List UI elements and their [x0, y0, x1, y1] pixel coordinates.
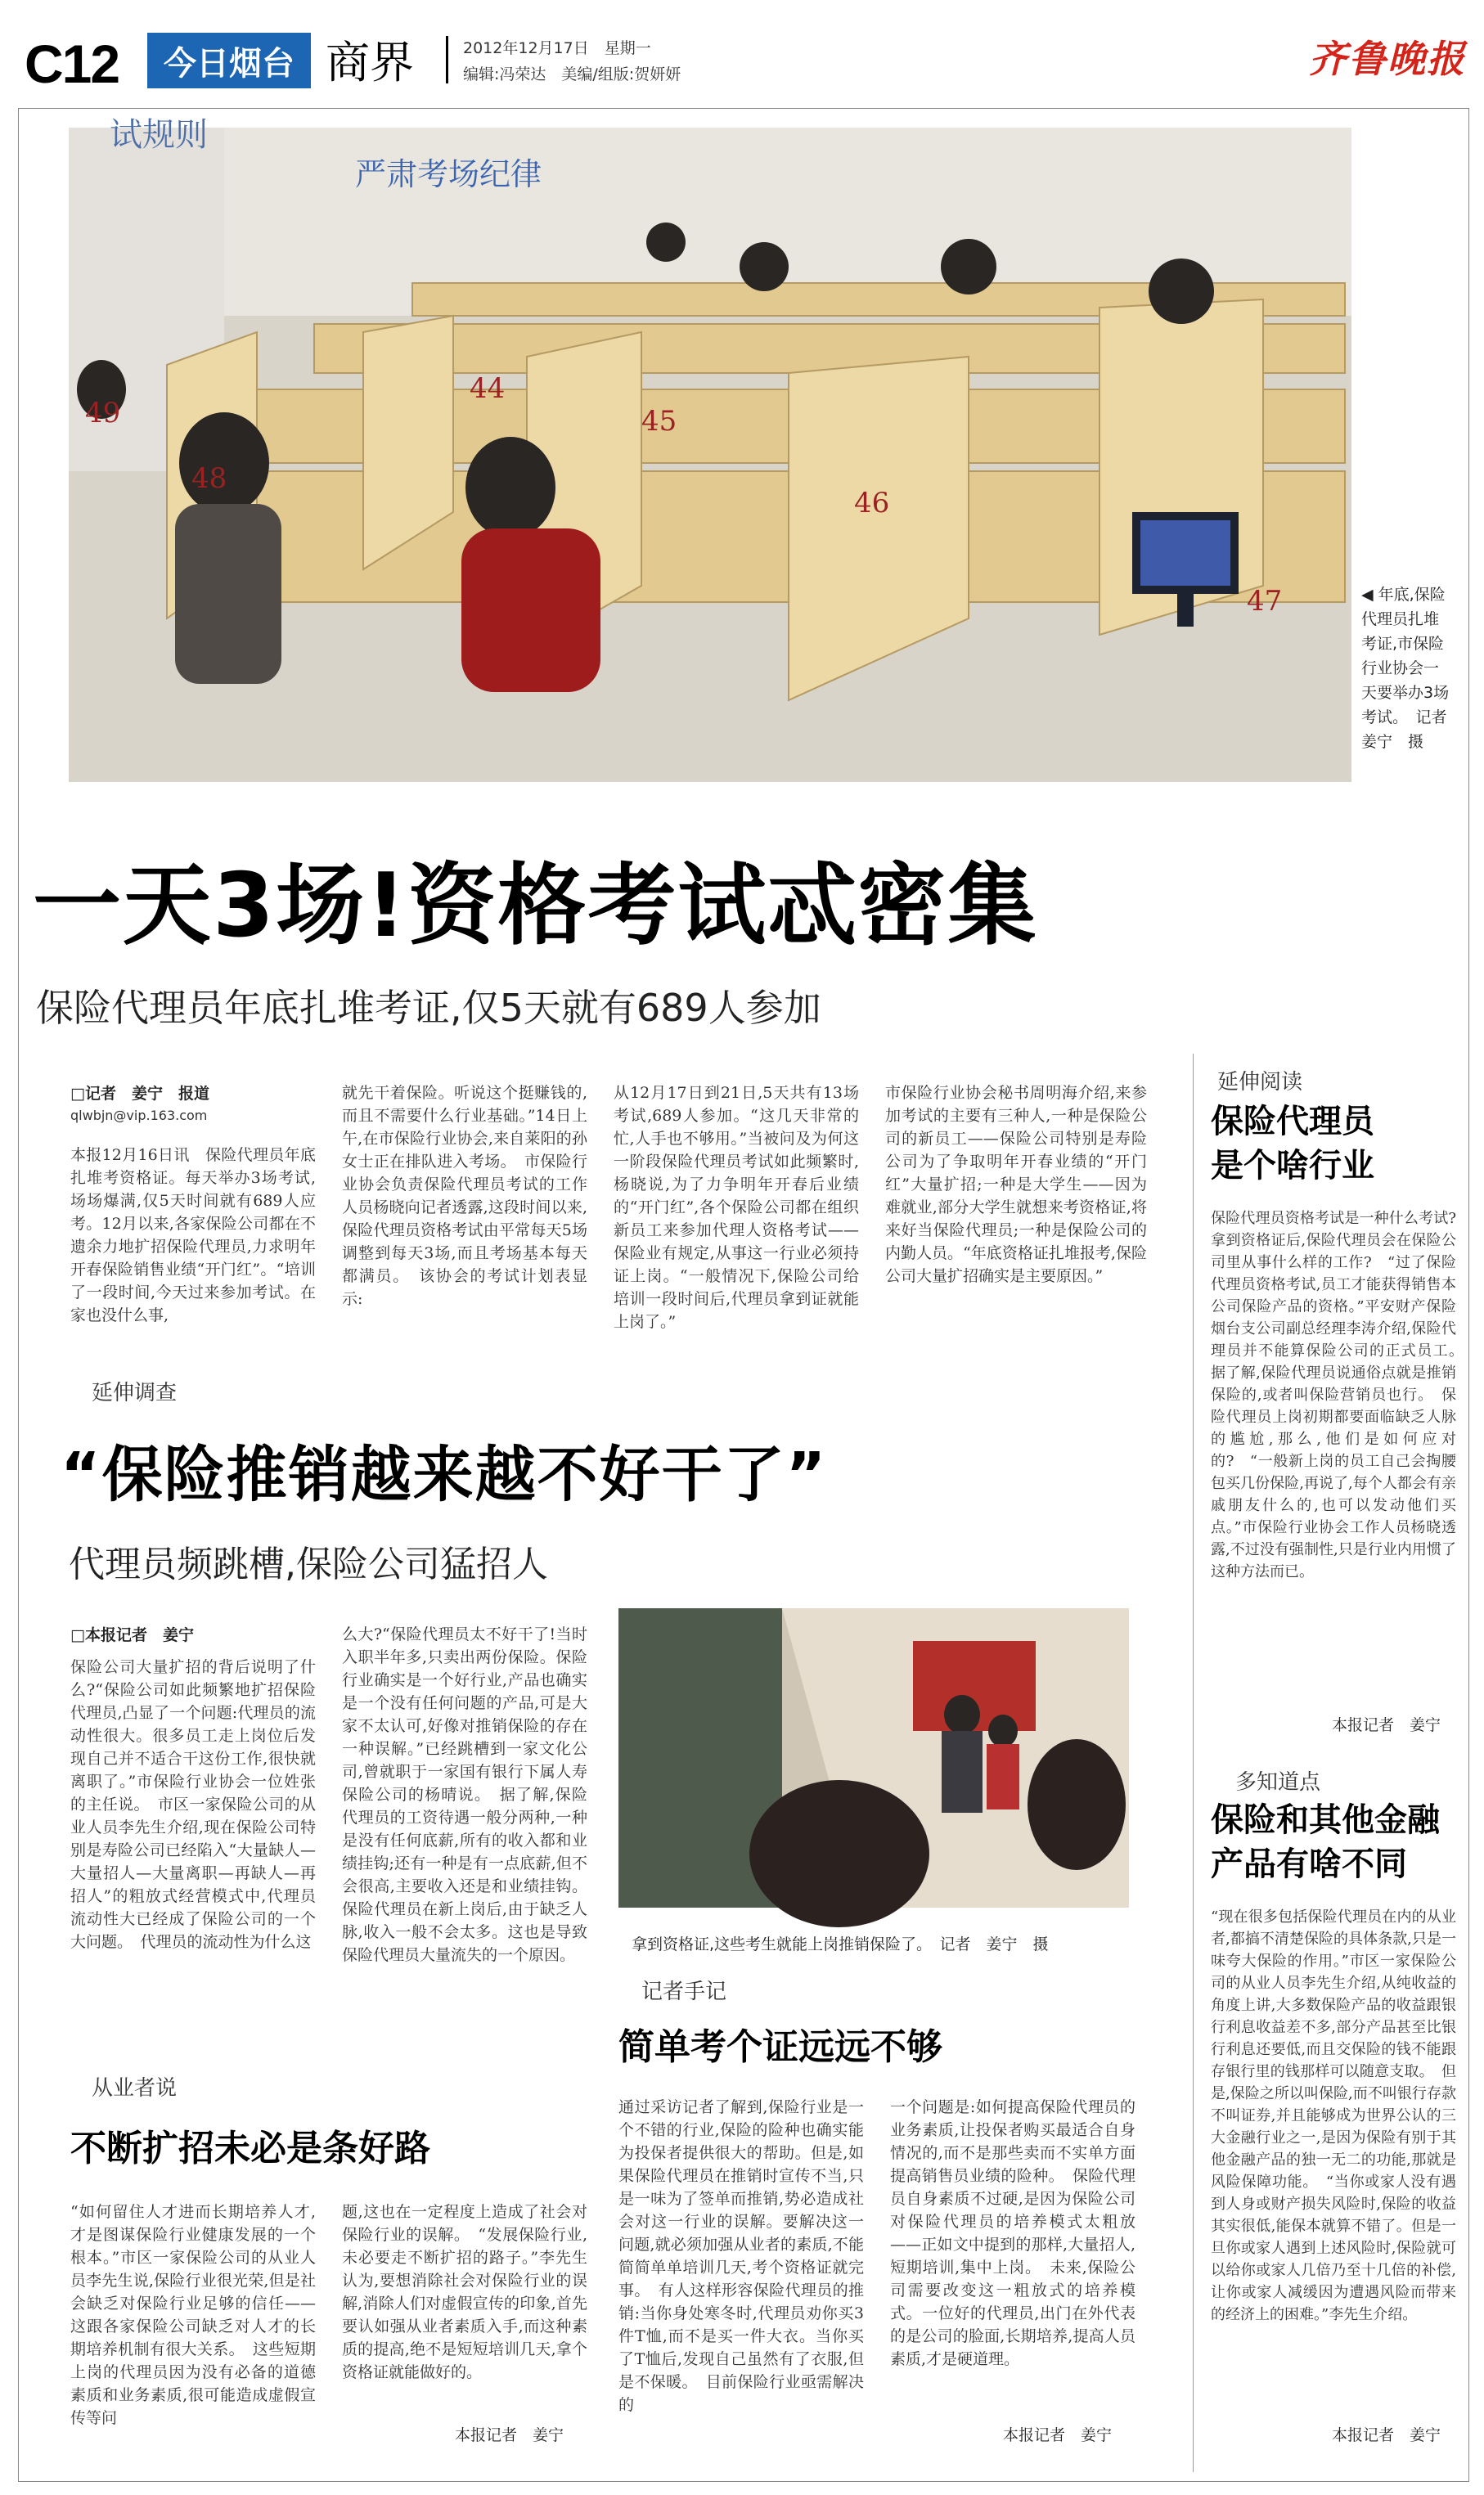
newspaper-logo: 齐鲁晚报 — [1309, 37, 1466, 81]
opinion-column-2: 题,这也在一定程度上造成了社会对保险行业的误解。 “发展保险行业,未必要走不断扩招的路子。”李先生认为,要想消除社会对保险行业的误解,消除人们对虚假宣传的印象,首先要认如强从业者素质入手,而这种素质的提高,绝不是短短培训几天,拿个资格证就能做好的。 — [342, 2203, 587, 2381]
investigation-column-1: 保险公司大量扩招的背后说明了什么?“保险公司如此频繁地扩招保险代理员,凸显了一个问题:代理员的流动性很大。很多员工走上岗位后发现自己并不适合干这份工作,很快就离职了。”市保险行业协会一位姓张的主任说。 市区一家保险公司的从业人员李先生介绍,现在保险公司特别是寿险公司已经陷入“大量缺人—大量招人—大量离职—再缺人—再招人”的粗放式经营模式中,代理员流动性大已经成了保险公司的一个大问题。 代理员的流动性为什么这 — [70, 1658, 316, 1951]
header-divider — [446, 36, 448, 83]
exam-hall-photo — [69, 116, 1351, 782]
issue-date: 2012年12月17日 星期一 — [463, 39, 651, 57]
reporter-email[interactable]: qlwbjn@vip.163.com — [70, 1108, 208, 1123]
seat-number-label: 47 — [1247, 585, 1283, 618]
hallway-illustration — [618, 1608, 1129, 1908]
main-article-column-2: 就先干着保险。听说这个挺赚钱的,而且不需要什么行业基础。”14日上午,在市保险行业协会,来自莱阳的孙女士正在排队进入考场。 市保险行业协会负责保险代理员考试的工作人员杨晓向记者透露,这段时间以来,保险代理员资格考试由平常每天5场调整到每天3场,而且考场基本每天都满员。 该协会的考试计划表显示: — [342, 1084, 587, 1308]
opinion-headline: 不断扩招未必是条好路 — [70, 2128, 430, 2169]
seat-number-label: 48 — [191, 462, 227, 495]
main-article-column-3: 从12月17日到21日,5天共有13场考试,689人参加。“这几天非常的忙,人手也不够用。”当被问及为何这一阶段保险代理员考试如此频繁时,杨晓说,为了力争明年开春后业绩的“开门红”,各个保险公司都在组织新员工来参加代理人资格考试——保险业有规定,从事这一行业必须持证上岗。“一般情况下,保险公司给培训一段时间后,代理员拿到证就能上岗了。” — [614, 1084, 859, 1331]
sidebar-reading-reporter: 本报记者 姜宁 — [1332, 1716, 1441, 1734]
investigation-subheadline: 代理员频跳槽,保险公司猛招人 — [69, 1544, 548, 1585]
seat-number-label: 46 — [854, 487, 890, 519]
hallway-photo — [618, 1608, 1129, 1908]
main-byline: □记者 姜宁 报道 — [70, 1085, 209, 1103]
sidebar-knowmore-headline-line1: 保险和其他金融 — [1211, 1801, 1440, 1839]
page-number: C12 — [25, 34, 119, 94]
investigation-headline: “保险推销越来越不好干了” — [61, 1440, 828, 1510]
opinion-tag: 从业者说 — [92, 2076, 178, 2101]
photo-sign-discipline: 严肃考场纪律 — [355, 156, 542, 192]
section-name: 商界 — [326, 37, 414, 88]
main-headline: 一天3场!资格考试忒密集 — [33, 855, 1038, 957]
photo-sign-rules: 试规则 — [110, 116, 208, 154]
investigation-tag: 延伸调查 — [92, 1381, 178, 1405]
main-photo-caption: ◀ 年底,保险代理员扎堆考证,市保险行业协会一天要举办3场考试。 记者 姜宁 摄 — [1361, 586, 1463, 751]
investigation-column-2: 么大?“保险代理员太不好干了!当时入职半年多,只卖出两份保险。保险行业确实是一个好行业,产品也确实是一个没有任何问题的产品,可是大家不太认可,好像对推销保险的存在一种误解。”已经跳槽到一家文化公司,曾就职于一家国有银行下属人寿保险公司的杨晴说。 据了解,保险代理员的工资待遇一般分两种,一种是没有任何底薪,所有的收入都和业绩挂钩;还有一种是有一点底薪,但不会很高,主要收入还是和业绩挂钩。保险代理员在新上岗后,由于缺乏人脉,收入一般不会太多。这也是导致保险代理员大量流失的一个原因。 — [342, 1625, 587, 1964]
main-article-column-4: 市保险行业协会秘书周明海介绍,来参加考试的主要有三种人,一种是保险公司的新员工——保险公司特别是寿险公司为了争取明年开春业绩的“开门红”大量扩招;一种是大学生——因为难就业,部分大学生就想来考资格证,将来好当保险代理员;一种是保险公司的内勤人员。“年底资格证扎堆报考,保险公司大量扩招确实是主要原因。” — [885, 1084, 1147, 1285]
seat-number-label: 45 — [641, 405, 677, 438]
seat-number-label: 49 — [85, 397, 121, 429]
commentary-reporter: 本报记者 姜宁 — [1003, 2426, 1113, 2444]
sidebar-knowmore-reporter: 本报记者 姜宁 — [1332, 2426, 1441, 2444]
sidebar-knowmore-body: “现在很多包括保险代理员在内的从业者,都搞不清楚保险的具体条款,只是一味夸大保险的作用。”市区一家保险公司的从业人员李先生介绍,从纯收益的角度上讲,大多数保险产品的收益跟银行利息收益差不多,部分产品甚至比银行利息还要低,而且交保险的钱不能跟存银行里的钱那样可以随意支取。 但是,保险之所以叫保险,而不叫银行存款不叫证券,并且能够成为世界公认的三大金融行业之一,是因为保险有别于其他金融产品的独一无二的功能,那就是风险保障功能。 “当你或家人没有遇到人身或财产损失风险时,保险的收益其实很低,能保本就算不错了。但是一旦你或家人遇到上述风险时,保险就可以给你或家人几倍乃至十几倍的补偿,让你或家人减缓因为遭遇风险而带来的经济上的困难。”李先生介绍。 — [1211, 1908, 1456, 2323]
sidebar-reading-body: 保险代理员资格考试是一种什么考试?拿到资格证后,保险代理员会在保险公司里从事什么样的工作? “过了保险代理员资格考试,员工才能获得销售本公司保险产品的资格。”平安财产保险烟台支公司副总经理李涛介绍,保险代理员并不能算保险公司的正式员工。 据了解,保险代理员说通俗点就是推销保险的,或者叫保险营销员也行。 保险代理员上岗初期都要面临缺乏人脉的尴尬,那么,他们是如何应对的? “一般新上岗的员工自己会掏腰包买几份保险,再说了,每个人都会有亲戚朋友什么的,也可以发动他们买点。”市保险行业协会工作人员杨晓透露,不过没有强制性,只是行业内用惯了这种方法而已。 — [1211, 1210, 1471, 1580]
main-article-column-1: 本报12月16日讯 保险代理员年底扎堆考资格证。每天举办3场考试,场场爆满,仅5天时间就有689人应考。12月以来,各家保险公司都在不遗余力地扩招保险代理员,力求明年开春保险销售业绩“开门红”。“培训了一段时间,今天过来参加考试。在家也没什么事, — [70, 1146, 316, 1324]
commentary-tag: 记者手记 — [641, 1980, 727, 2004]
opinion-reporter: 本报记者 姜宁 — [455, 2426, 564, 2444]
sidebar-knowmore-headline-line2: 产品有啥不同 — [1211, 1845, 1407, 1883]
investigation-byline: □本报记者 姜宁 — [70, 1626, 194, 1644]
section-tag: 今日烟台 — [147, 33, 311, 88]
commentary-headline: 简单考个证远远不够 — [618, 2026, 942, 2068]
commentary-column-1: 通过采访记者了解到,保险行业是一个不错的行业,保险的险种也确实能为投保者提供很大的帮助。但是,如果保险代理员在推销时宣传不当,只是一味为了签单而推销,势必造成社会对这一行业的误解。要解决这一问题,就必须加强从业者的素质,不能简简单单培训几天,考个资格证就完事。 有人这样形容保险代理员的推销:当你身处寒冬时,代理员劝你买3件T恤,而不是买一件大衣。当你买了T恤后,发现自己虽然有了衣服,但是不保暖。 目前保险行业亟需解决的 — [618, 2098, 864, 2414]
editor-credits: 编辑:冯荣达 美编/组版:贺妍妍 — [463, 65, 681, 83]
sidebar-reading-headline-line1: 保险代理员 — [1211, 1103, 1374, 1140]
hallway-photo-caption: 拿到资格证,这些考生就能上岗推销保险了。 记者 姜宁 摄 — [632, 1935, 1049, 1953]
seat-number-label: 44 — [470, 372, 506, 405]
main-subheadline: 保险代理员年底扎堆考证,仅5天就有689人参加 — [36, 986, 821, 1030]
sidebar-reading-headline-line2: 是个啥行业 — [1211, 1147, 1374, 1185]
commentary-column-2: 一个问题是:如何提高保险代理员的业务素质,让投保者购买最适合自身情况的,而不是那些卖而不实单方面提高销售员业绩的险种。 保险代理员自身素质不过硬,是因为保险公司对保险代理员的培养模式太粗放——正如文中提到的那样,大量招人,短期培训,集中上岗。 未来,保险公司需要改变这一粗放式的培养模式。一位好的代理员,出门在外代表的是公司的脸面,长期培养,提高人员素质,才是硬道理。 — [890, 2098, 1135, 2368]
sidebar-knowmore-tag: 多知道点 — [1235, 1770, 1321, 1795]
opinion-column-1: “如何留住人才进而长期培养人才,才是图谋保险行业健康发展的一个根本。”市区一家保险公司的从业人员李先生说,保险行业很光荣,但是社会缺乏对保险行业足够的信任——这跟各家保险公司缺乏对人才的长期培养机制有很大关系。 这些短期上岗的代理员因为没有必备的道德素质和业务素质,很可能造成虚假宣传等问 — [70, 2203, 316, 2427]
sidebar-reading-tag: 延伸阅读 — [1217, 1070, 1303, 1095]
exam-hall-illustration — [69, 116, 1351, 782]
